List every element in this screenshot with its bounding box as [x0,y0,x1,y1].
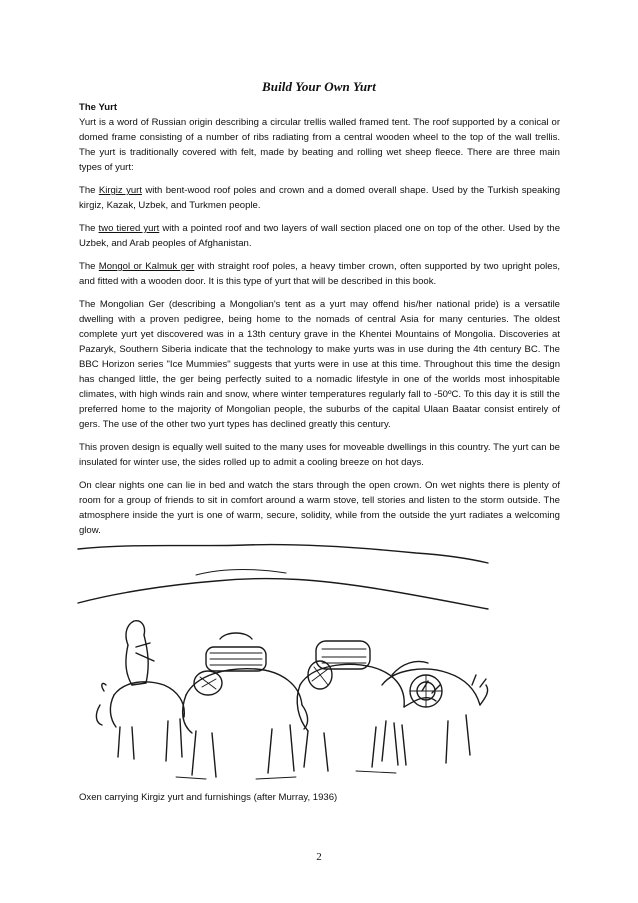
type-pre: The [79,185,99,196]
yurt-type-kirgiz [79,183,560,213]
type-pre: The [79,223,99,234]
section-heading: The Yurt [79,102,118,113]
intro-text: Yurt is a word of Russian origin describing a circular trellis walled framed tent. The roof supported by a conical or domed frame consisting of a number of ribs radiating from a central wooden wheel to the top of the wall trellis. The yurt is traditionally covered with felt, made by beating and rolling wet sheep fleece. There are three main types of yurt: [79,117,560,173]
figure-caption: Oxen carrying Kirgiz yurt and furnishings (after Murray, 1936) [79,792,338,803]
type-pre: The [79,261,99,272]
yurt-type-name: two tiered yurt [98,223,160,234]
paragraph-atmosphere: On clear nights one can lie in bed and watch the stars through the open crown. On wet nights there is plenty of room for a group of friends to sit in comfort around a warm stove, tell stories and listen to the storm outside. The atmosphere inside the yurt is one of warm, secure, solidity, while from the outside the yurt radiates a welcoming glow. [79,480,560,536]
type-description: with bent-wood roof poles and crown and a domed overall shape. Used by the Turkish speaking kirgiz, Kazak, Uzbek, and Turkmen people. [79,185,560,211]
paragraph-history: The Mongolian Ger (describing a Mongolian's tent as a yurt may offend his/her national pride) is a versatile dwelling with a proven pedigree, being home to the nomads of central Asia for many centuries. The oldest complete yurt yet discovered was in a 13th century grave in the Khentei Mountains of Mongolia. Discoveries at Pazaryk, Southern Siberia indicate that the technology to make yurts was in use during the 4th century BC. The BBC Horizon series "Ice Mummies" suggests that yurts were in use at this time. Throughout this time the design has changed little, the ger being perfectly suited to a nomadic lifestyle in one of the worlds most inhospitable climates, with high winds rain and snow, where winter temperatures regularly fall to -50ºC. To this day it is still the preferred home to the majority of Mongolian people, the suburbs of the capital Ulaan Baatar consist entirely of gers. The use of the other two yurt types has declined greatly this century. [79,299,560,430]
type-description: with a pointed roof and two layers of wall section placed one on top of the other. Used by the Uzbek, and Arab peoples of Afghanistan. [79,223,560,249]
page-title: Build Your Own Yurt [261,79,377,94]
page-number: 2 [316,851,322,863]
oxen-illustration [76,535,490,785]
yurt-type-two-tiered [79,221,560,251]
body-text [79,100,560,546]
paragraph-uses: This proven design is equally well suited to the many uses for moveable dwellings in this country. The yurt can be insulated for winter use, the sides rolled up to admit a cooling breeze on hot days. [79,442,560,468]
yurt-type-mongol [79,259,560,289]
intro-paragraph [79,100,560,175]
yurt-type-name: Kirgiz yurt [98,185,142,196]
type-description: with straight roof poles, a heavy timber crown, often supported by two upright poles, and fitted with a wooden door. It is this type of yurt that will be described in this book. [79,261,561,287]
yurt-type-name: Mongol or Kalmuk ger [98,261,195,272]
